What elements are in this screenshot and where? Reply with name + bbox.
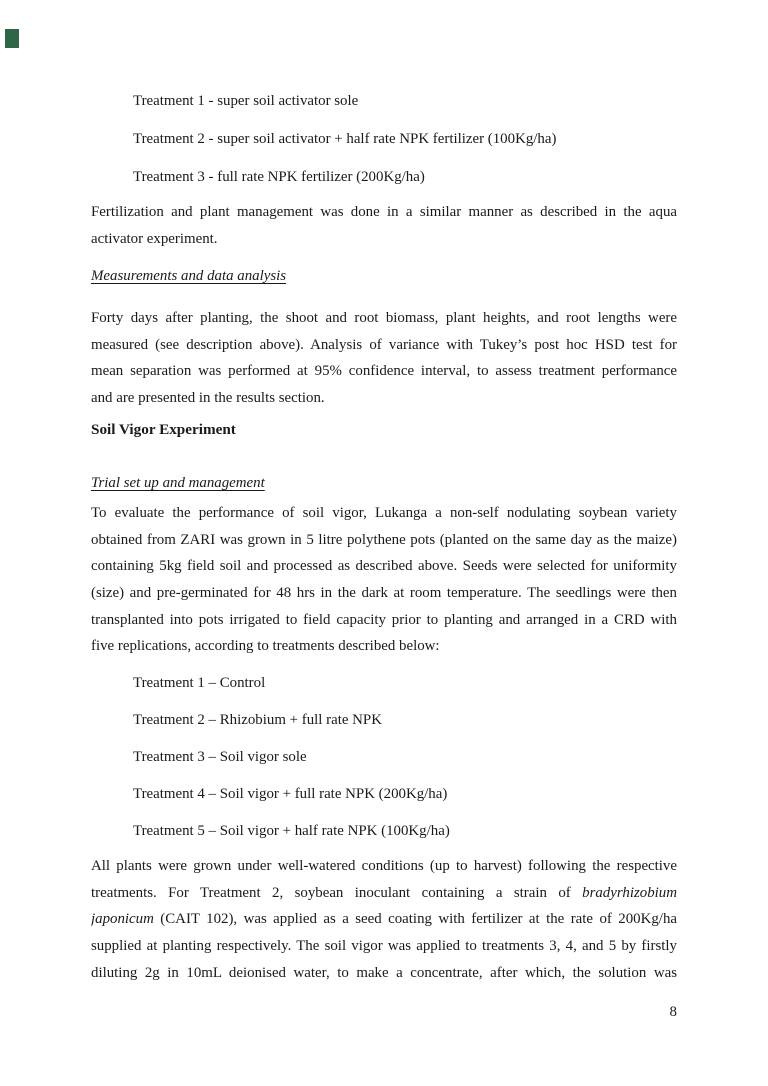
paragraph-line: obtained from ZARI was grown in 5 litre polythene pots (planted on the same day as the maize) [91,531,677,548]
paragraph-line: mean separation was performed at 95% confidence interval, to assess treatment performance [91,363,677,380]
paragraph-line: (size) and pre-germinated for 48 hrs in the dark at room temperature. The seedlings were then [91,585,677,602]
paragraph-trial-setup [91,500,677,660]
treatment-list-soil-vigor [91,670,677,855]
paragraph-line: treatments. For Treatment 2, soybean inoculant containing a strain of bradyrhizobium [91,884,677,901]
paragraph-measurements [91,305,677,412]
treatment-item: Treatment 4 – Soil vigor + full rate NPK (200Kg/ha) [133,786,448,802]
treatment-item: Treatment 3 – Soil vigor sole [133,749,307,765]
treatment-item: Treatment 1 - super soil activator sole [133,93,359,109]
treatment-item: Treatment 3 - full rate NPK fertilizer (200Kg/ha) [133,169,425,185]
treatment-item: Treatment 5 – Soil vigor + half rate NPK (100Kg/ha) [133,823,450,839]
paragraph-line: measured (see description above). Analysis of variance with Tukey’s post hoc HSD test for [91,336,677,353]
paragraph-line: Forty days after planting, the shoot and root biomass, plant heights, and root lengths were [91,310,677,326]
paragraph-line: and are presented in the results section. [91,390,325,407]
section-heading-trial-setup [91,470,677,497]
paragraph-line: Fertilization and plant management was done in a similar manner as described in the aqua [91,204,677,220]
treatment-item: Treatment 2 – Rhizobium + full rate NPK [133,712,382,728]
treatment-item: Treatment 1 – Control [133,675,266,691]
paragraph-line: diluting 2g in 10mL deionised water, to make a concentrate, after which, the solution was [91,964,677,981]
treatment-item: Treatment 2 - super soil activator + half rate NPK fertilizer (100Kg/ha) [133,131,557,147]
paragraph-all-plants [91,853,677,986]
treatment-list-activator [91,88,677,202]
section-heading-trial-setup-text: Trial set up and management [91,475,265,491]
green-marker [5,29,19,48]
paragraph-fertilization [91,199,677,252]
paragraph-line: containing 5kg field soil and processed as described above. Seeds were selected for uniformity [91,558,677,575]
paragraph-line: supplied at planting respectively. The soil vigor was applied to treatments 3, 4, and 5 by firstly [91,938,677,955]
paragraph-line: activator experiment. [91,230,218,247]
section-heading-measurements [91,263,677,290]
paragraph-line: All plants were grown under well-watered conditions (up to harvest) following the respective [91,858,677,874]
page-number: 8 [669,1004,677,1020]
section-heading-soil-vigor: Soil Vigor Experiment [91,421,236,438]
paragraph-line: transplanted into pots irrigated to field capacity prior to planting and arranged in a CRD with [91,611,677,628]
paragraph-line: To evaluate the performance of soil vigor, Lukanga a non-self nodulating soybean variety [91,505,677,521]
paragraph-line: five replications, according to treatments described below: [91,638,440,655]
paragraph-line: japonicum (CAIT 102), was applied as a seed coating with fertilizer at the rate of 200Kg/ha [91,911,677,928]
section-heading-measurements-text: Measurements and data analysis [91,268,287,284]
